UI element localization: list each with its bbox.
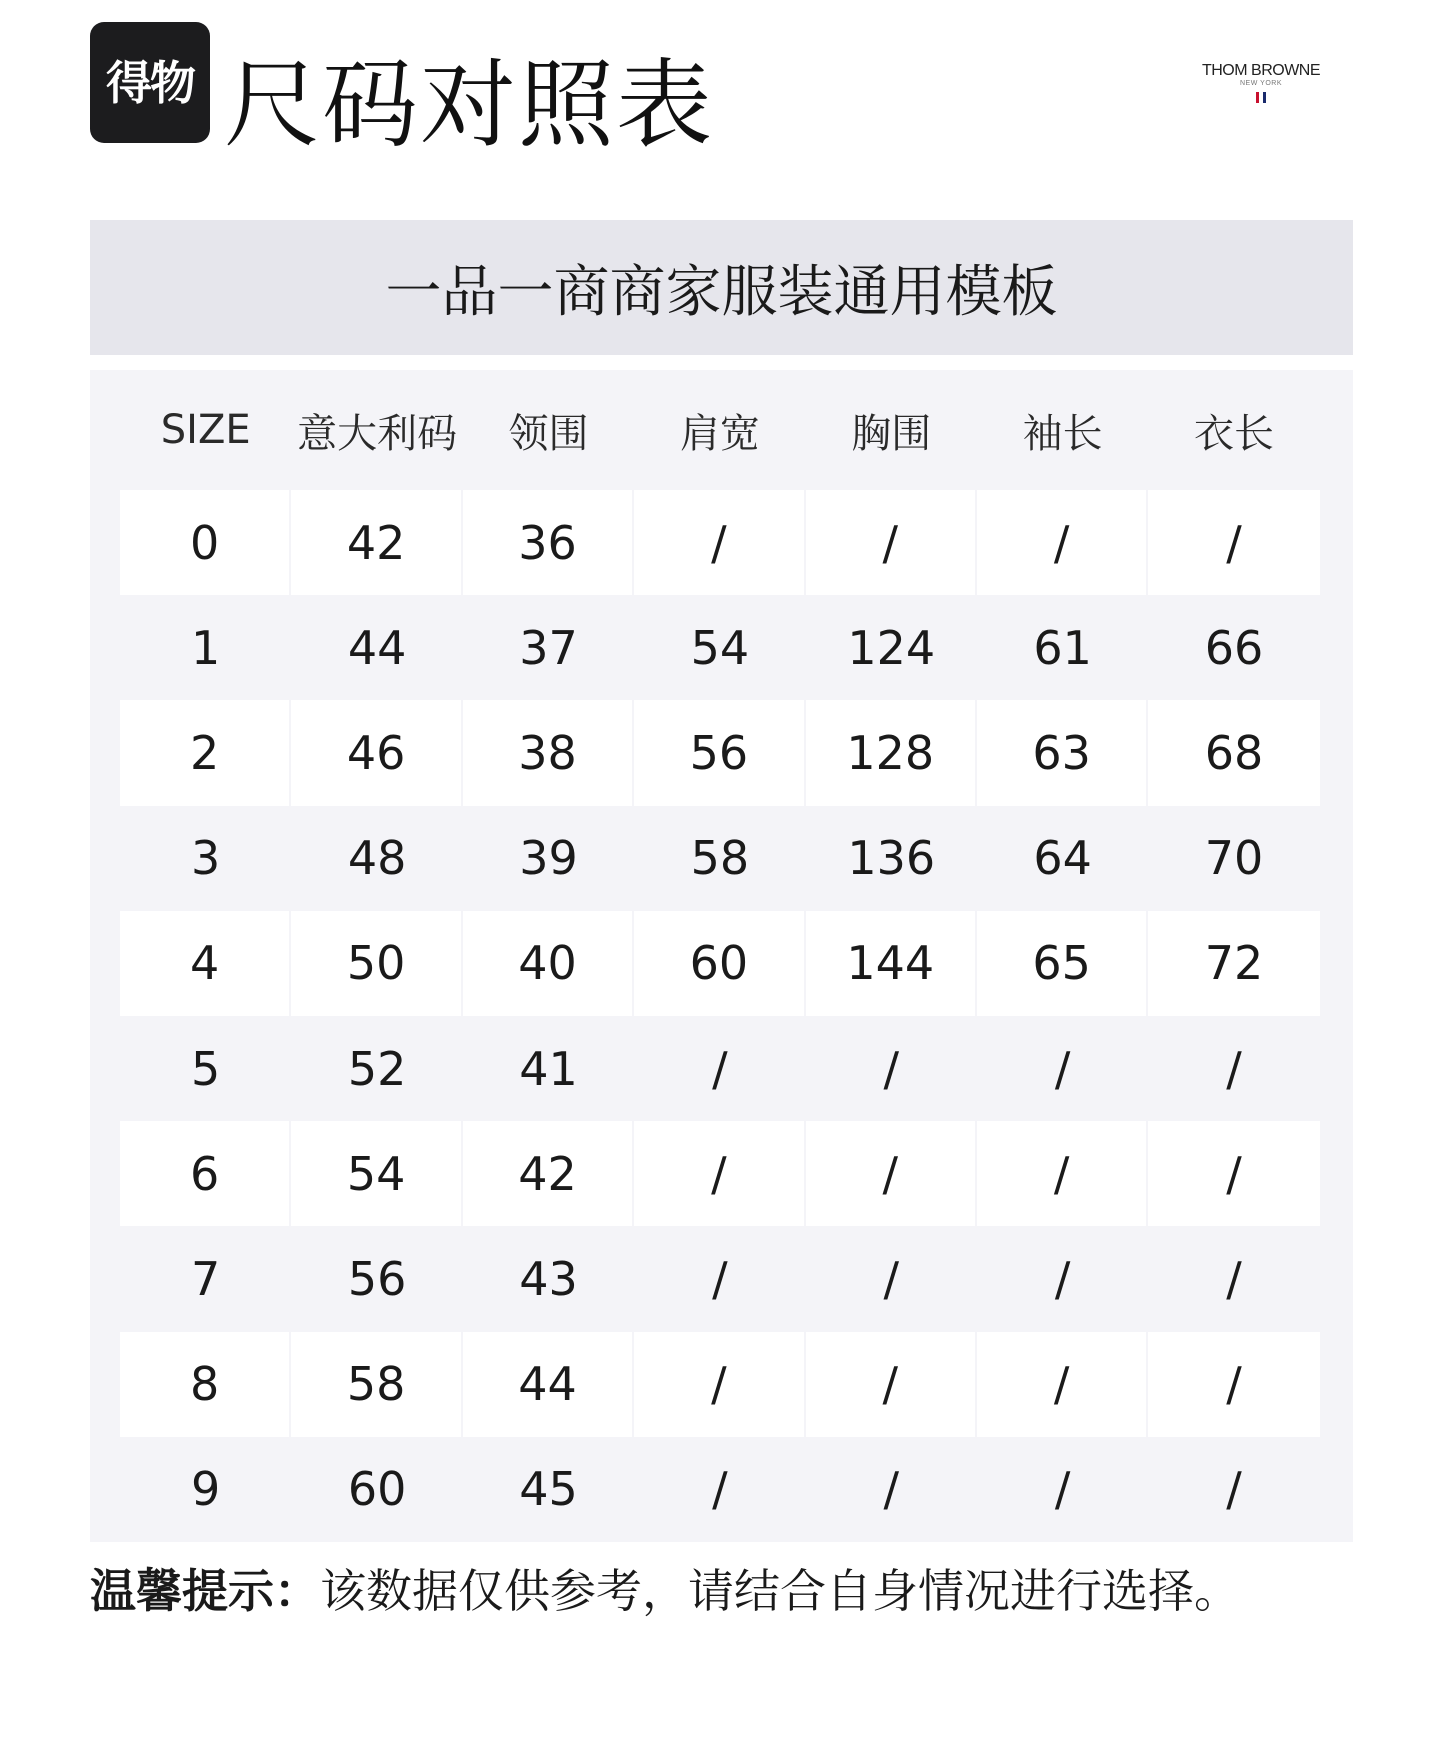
table-row: [120, 595, 1320, 700]
table-cell-size: 6: [120, 1121, 291, 1226]
table-cell-sleeve: /: [1054, 1251, 1071, 1306]
table-cell-italian-size: 54: [291, 1121, 462, 1226]
table-cell-italian-size: 46: [291, 700, 462, 805]
table-cell-italian-size: 50: [291, 911, 462, 1016]
brand-stripes: [1190, 92, 1332, 103]
table-cell-shoulder: /: [634, 1121, 805, 1226]
table-cell-length: /: [1148, 490, 1319, 595]
table-row: [120, 490, 1320, 595]
app-logo: [90, 22, 210, 143]
tip-text: 该数据仅供参考，请结合自身情况进行选择。: [320, 1564, 1240, 1618]
table-cell-chest: /: [883, 1041, 899, 1096]
brand-logo: [1190, 62, 1332, 103]
header-chest: 胸围: [851, 410, 932, 457]
tip-note: [90, 1560, 1240, 1622]
table-cell-length: /: [1148, 1121, 1319, 1226]
table-cell-sleeve: /: [1054, 1462, 1071, 1517]
table-cell-shoulder: /: [712, 1041, 728, 1096]
table-cell-size: 2: [120, 700, 291, 805]
table-cell-sleeve: 65: [977, 911, 1148, 1016]
table-cell-italian-size: 48: [347, 831, 407, 886]
table-cell-chest: /: [806, 1121, 977, 1226]
table-cell-collar: 43: [519, 1251, 578, 1306]
table-cell-shoulder: /: [712, 1251, 728, 1306]
table-cell-shoulder: 58: [690, 831, 750, 886]
header-italian-size: 意大利码: [297, 410, 458, 457]
table-cell-collar: 42: [463, 1121, 634, 1226]
table-cell-chest: /: [806, 1332, 977, 1437]
table-cell-italian-size: 56: [347, 1251, 407, 1306]
table-cell-size: 3: [191, 831, 221, 886]
header-sleeve: 袖长: [1022, 410, 1103, 457]
table-cell-italian-size: 42: [291, 490, 462, 595]
header-collar: 领围: [508, 410, 589, 457]
table-cell-shoulder: 60: [634, 911, 805, 1016]
table-cell-shoulder: 54: [690, 620, 750, 675]
brand-name: THOM BROWNE: [1201, 62, 1321, 79]
table-row: [120, 806, 1320, 911]
table-cell-shoulder: /: [634, 1332, 805, 1437]
table-cell-length: /: [1148, 1332, 1319, 1437]
table-cell-shoulder: /: [634, 490, 805, 595]
table-cell-collar: 44: [463, 1332, 634, 1437]
table-cell-collar: 37: [519, 620, 578, 675]
size-table-body: [120, 490, 1320, 1542]
table-cell-italian-size: 60: [347, 1462, 407, 1517]
brand-sub: NEW YORK: [1240, 80, 1282, 87]
table-row: [120, 1016, 1320, 1121]
table-cell-length: /: [1226, 1462, 1242, 1517]
table-cell-length: 68: [1148, 700, 1319, 805]
table-cell-chest: /: [883, 1462, 899, 1517]
table-cell-chest: /: [883, 1251, 899, 1306]
table-row: [120, 700, 1320, 805]
table-cell-sleeve: /: [977, 1332, 1148, 1437]
table-cell-size: 8: [120, 1332, 291, 1437]
table-row: [120, 1332, 1320, 1437]
table-cell-italian-size: 58: [291, 1332, 462, 1437]
table-cell-chest: 124: [847, 620, 936, 675]
table-cell-length: 66: [1204, 620, 1264, 675]
table-row: [120, 911, 1320, 1016]
table-cell-sleeve: 64: [1033, 831, 1092, 886]
size-table: [90, 370, 1353, 1542]
table-cell-chest: 136: [847, 831, 936, 886]
table-cell-sleeve: 63: [977, 700, 1148, 805]
table-cell-collar: 41: [519, 1041, 578, 1096]
table-cell-length: /: [1226, 1251, 1242, 1306]
app-logo-text: 得物: [106, 55, 194, 110]
header-shoulder: 肩宽: [679, 410, 760, 457]
table-cell-shoulder: 56: [634, 700, 805, 805]
table-cell-collar: 36: [463, 490, 634, 595]
table-cell-size: 7: [191, 1251, 221, 1306]
template-banner: [90, 220, 1353, 355]
table-cell-chest: /: [806, 490, 977, 595]
table-cell-collar: 38: [463, 700, 634, 805]
table-cell-size: 1: [191, 620, 221, 675]
table-row: [120, 1437, 1320, 1542]
table-cell-size: 4: [120, 911, 291, 1016]
table-cell-length: 70: [1204, 831, 1264, 886]
tip-label: 温馨提示：: [90, 1564, 320, 1618]
page-title: 尺码对照表: [224, 49, 714, 161]
table-cell-sleeve: /: [1054, 1041, 1071, 1096]
table-cell-collar: 40: [463, 911, 634, 1016]
table-cell-length: /: [1226, 1041, 1242, 1096]
table-cell-chest: 128: [806, 700, 977, 805]
brand-stripe-blue: [1263, 92, 1266, 103]
table-cell-collar: 45: [519, 1462, 578, 1517]
table-cell-length: 72: [1148, 911, 1319, 1016]
table-cell-collar: 39: [519, 831, 578, 886]
size-table-header: [120, 370, 1320, 490]
table-cell-size: 9: [191, 1462, 221, 1517]
table-cell-shoulder: /: [712, 1462, 728, 1517]
header-length: 衣长: [1194, 410, 1275, 457]
table-cell-sleeve: /: [977, 490, 1148, 595]
template-banner-text: 一品一商商家服装通用模板: [385, 259, 1058, 325]
table-cell-sleeve: /: [977, 1121, 1148, 1226]
header-size: SIZE: [160, 407, 251, 453]
table-cell-chest: 144: [806, 911, 977, 1016]
table-row: [120, 1121, 1320, 1226]
table-row: [120, 1226, 1320, 1331]
table-cell-italian-size: 44: [347, 620, 407, 675]
brand-stripe-red: [1256, 92, 1259, 103]
table-cell-size: 0: [120, 490, 291, 595]
table-cell-italian-size: 52: [347, 1041, 407, 1096]
table-cell-size: 5: [191, 1041, 221, 1096]
table-cell-sleeve: 61: [1033, 620, 1092, 675]
